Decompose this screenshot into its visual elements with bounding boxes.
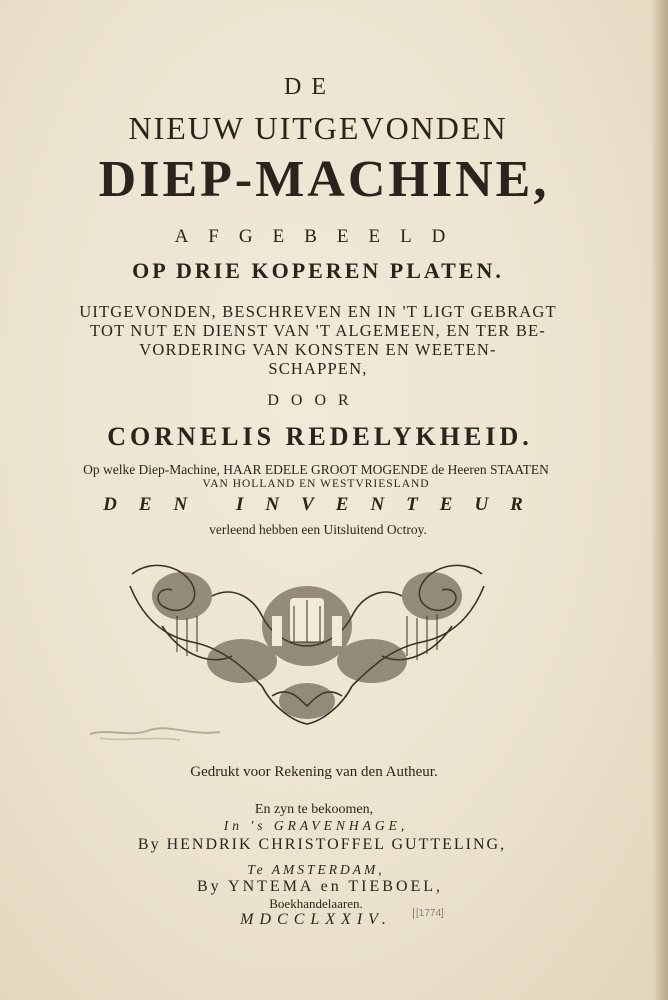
booksellers-label: Boekhandelaaren. [269, 896, 363, 911]
bookseller-yntema-tieboel: By YNTEMA en TIEBOEL, [196, 878, 444, 895]
engraved-vignette-ornament [122, 556, 492, 728]
main-title: DIEP-MACHINE, [98, 151, 550, 208]
octroy-line: verleend hebben een Uitsluitend Octroy. [209, 522, 427, 537]
subtitle-plates: OP DRIE KOPEREN PLATEN. [132, 258, 504, 283]
description-line: UITGEVONDEN, BESCHREVEN EN IN 'T LIGT GEBRAGT [79, 302, 557, 321]
title-de: DE [284, 74, 336, 100]
author-name: CORNELIS REDELYKHEID. [107, 422, 533, 451]
place-amsterdam: Te AMSTERDAM, [247, 862, 385, 877]
description-line: VORDERING VAN KONSTEN EN WEETEN- [139, 340, 497, 359]
pencil-date-note: [1774] [413, 908, 444, 919]
privilege-line-1: Op welke Diep-Machine, HAAR EDELE GROOT MOGENDE de Heeren STAATEN [83, 462, 549, 477]
description-line: SCHAPPEN, [268, 359, 368, 378]
available-line: En zyn te bekoomen, [254, 802, 374, 817]
description-line: TOT NUT EN DIENST VAN 'T ALGEMEEN, EN TER BE- [89, 321, 547, 340]
privilege-line-2: VAN HOLLAND EN WESTVRIESLAND [202, 478, 430, 490]
den-inventeur: DEN INVENTEUR [103, 494, 545, 515]
title-nieuw-uitgevonden: NIEUW UITGEVONDEN [128, 110, 508, 146]
paper-stain [90, 718, 220, 744]
place-den-haag: In 's GRAVENHAGE, [223, 818, 409, 833]
door-label: DOOR [267, 392, 361, 409]
page-edge [652, 0, 668, 1000]
description-block [8, 302, 628, 378]
publication-year: MDCCLXXIV. [240, 911, 392, 928]
printed-for-line: Gedrukt voor Rekening van den Autheur. [190, 764, 438, 780]
subtitle-afgebeeld: AFGEBEELD [174, 226, 466, 247]
bookseller-gutteling: By HENDRIK CHRISTOFFEL GUTTELING, [137, 836, 507, 853]
